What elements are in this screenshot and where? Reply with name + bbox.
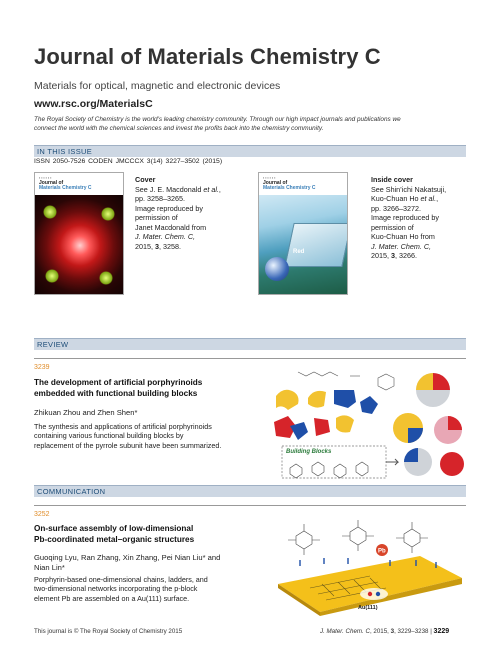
section-label: COMMUNICATION [37,487,106,496]
red-piece [314,418,330,436]
inside-cover-line: Kuo-Chuan Ho et al., [371,194,439,203]
section-rule [34,358,466,359]
inside-cover-line: Image reproduced by [371,213,439,222]
cover-line: Image reproduced by [135,203,203,213]
inside-cover-thumb-title-2: Materials Chemistry C [263,185,316,192]
communication-abstract-line: two-dimensional networks incorporating the p-block [34,584,198,594]
porphyrin-molecules [288,520,428,555]
section-label: IN THIS ISSUE [37,147,93,156]
section-bar-communication [34,485,466,497]
communication-title-line: On-surface assembly of low-dimensional [34,524,194,533]
macrocycle-segment [448,416,462,430]
macrocycle-segment [404,448,418,462]
review-abstract-line: containing various functional building blocks by [34,431,184,441]
inside-cover-thumbnail-header [259,173,347,195]
communication-abstract [34,575,249,603]
cover-line: Janet Macdonald from [135,222,207,232]
inside-cover-line: Kuo-Chuan Ho from [371,232,435,241]
review-abstract-line: The synthesis and applications of artificial porphyrinoids [34,422,212,431]
surface-label: Au(111) [358,605,378,611]
inside-cover-line: J. Mater. Chem. C, [371,241,432,251]
arrow-icon [386,459,398,465]
section-rule [34,505,466,506]
communication-authors [34,553,249,573]
rsc-blurb-line2: connect the world with the chemical sciences and invest the profits back into the chemistry community. [34,124,324,132]
review-abstract [34,422,249,450]
cover-line: 2015, 3, 3258. [135,241,181,251]
inside-cover-thumbnail-meta: ▪ ▪ ▪ ▪ ▪ ▪ [263,176,276,180]
review-title[interactable] [34,378,249,399]
footer-journal: J. Mater. Chem. C [320,628,370,635]
footer-copyright: This journal is © The Royal Society of Chemistry 2015 [34,628,183,635]
communication-graphical-abstract [270,514,466,616]
cover-line: See J. E. Macdonald et al., [135,184,221,194]
communication-authors-line: Guoqing Lyu, Ran Zhang, Xin Zhang, Pei Nian Liu* and [34,553,221,562]
inside-cover-pages: pp. 3266–3272. [371,203,421,213]
nanoparticle-glow [99,271,113,285]
cover-thumbnail[interactable] [34,172,124,295]
pb-dot-icon [368,592,372,596]
communication-abstract-line: Porphyrin-based one-dimensional chains, ladders, and [34,575,208,584]
yellow-piece [276,390,299,410]
cover-line: permission of [135,213,178,222]
inside-cover-art-label: Red [293,249,305,255]
macrocycle-segment [416,373,433,390]
pb-atom-label: Pb [378,548,386,555]
cover-heading: Cover [135,175,156,184]
communication-authors-line: Nian Lin* [34,562,65,572]
cover-description [135,175,245,251]
inside-cover-thumbnail-title [263,181,316,192]
inside-cover-line: 2015, 3, 3266. [371,251,417,260]
communication-abstract-line: element Pb are assembled on a Au(111) surface. [34,593,190,603]
review-page-number: 3239 [34,364,50,371]
cover-thumb-title-1: Journal of [39,180,64,186]
molecule-sphere [265,257,289,281]
macrocycle-segment [408,428,423,443]
inside-cover-thumb-title-1: Journal of [263,180,288,186]
device-panel [284,223,348,267]
communication-title-line: Pb-coordinated metal–organic structures [34,534,195,544]
footer-citation: J. Mater. Chem. C, 2015, 3, 3229–3238 | 3229 [320,628,450,635]
footer-page-number: 3229 [433,628,450,635]
rsc-blurb [34,116,474,133]
nanoparticle-glow [101,207,115,221]
inside-cover-line: See Shin’ichi Nakatsuji, [371,184,447,194]
inside-cover-description [371,175,471,261]
yellow-piece [308,391,326,408]
nanoparticle-glow [45,269,59,283]
journal-subtitle: Materials for optical, magnetic and electronic devices [34,80,281,92]
inside-cover-heading: Inside cover [371,175,413,184]
review-title-line: embedded with functional building blocks [34,388,198,398]
review-abstract-line: replacement of the pyrrole subunit have been summarized. [34,440,222,450]
review-graphical-abstract [268,368,466,480]
rsc-blurb-line1: The Royal Society of Chemistry is the world’s leading chemistry community. Through our high impact journals and publications we [34,116,401,123]
journal-url[interactable]: www.rsc.org/MaterialsC [34,98,153,110]
blue-piece [360,396,378,414]
inside-cover-thumbnail[interactable] [258,172,348,295]
building-block-structures [290,462,368,478]
pb-dot-icon [376,592,380,596]
macrocycle-segment [433,373,450,390]
cover-line: J. Mater. Chem. C, [135,232,196,241]
cover-pages: pp. 3258–3265. [135,194,185,203]
review-authors: Zhikuan Zhou and Zhen Shen* [34,408,138,417]
building-blocks-label: Building Blocks [286,449,332,455]
cover-thumbnail-meta: ▪ ▪ ▪ ▪ ▪ ▪ [39,176,52,180]
journal-title: Journal of Materials Chemistry C [34,44,381,69]
yellow-piece [336,415,354,432]
stm-highlight [360,588,388,600]
inside-cover-line: permission of [371,222,414,232]
issn-line: ISSN 2050-7526 CODEN JMCCCX 3(14) 3227–3502 (2015) [34,158,223,165]
review-title-line: The development of artificial porphyrinoids [34,378,203,387]
molecule-sketch [298,372,394,390]
blue-piece [334,390,356,408]
section-label: REVIEW [37,340,69,349]
section-bar-in-this-issue [34,145,466,157]
cover-thumbnail-title [39,181,92,192]
cover-thumb-title-2: Materials Chemistry C [39,185,92,192]
nanoparticle-glow [43,205,57,219]
section-bar-review [34,338,466,350]
communication-title[interactable] [34,524,249,545]
communication-page-number: 3252 [34,511,50,518]
cover-thumbnail-header [35,173,123,195]
macrocycle [440,452,464,476]
